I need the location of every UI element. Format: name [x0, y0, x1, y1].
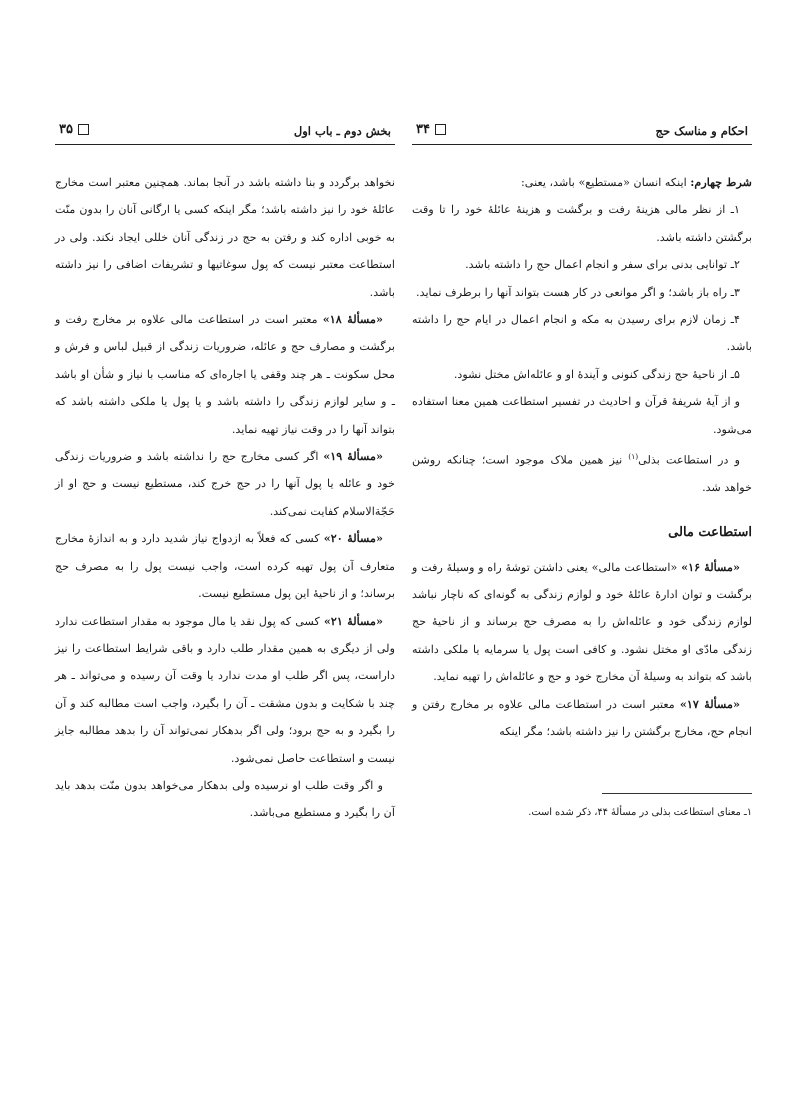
masale-16: «مسألهٔ ۱۶» «استطاعت مالی» یعنی داشتن توشهٔ راه و وسیلهٔ رفت و برگشت و توان ادارهٔ عائلهٔ خود و لوازم زندگی به گونه‌ای که ناچار نباشد لوازم زندگی خود و عائله‌اش را به مصرف حج برساند و از ناحیهٔ حج زندگی مادّی او مختل نشود. و کافی است پول یا سرمایه یا ملکی داشته باشد که بتواند به وسیلهٔ آن مخارج خود و حج و عائله‌اش را تهیه نماید. — [412, 559, 752, 684]
right-page-number-group — [416, 122, 446, 137]
left-header-title: بخش دوم ـ باب اول — [293, 124, 391, 138]
right-page-number: ۳۴ — [416, 122, 430, 137]
paragraph: و اگر وقت طلب او نرسیده ولی بدهکار می‌خواهد بدون منّت بدهد باید آن را بگیرد و مستطیع می‌باشد. — [55, 778, 395, 820]
left-page-number: ۳۵ — [59, 122, 73, 137]
section-title: استطاعت مالی — [668, 524, 752, 540]
right-page-body — [412, 169, 752, 822]
masale-label: «مسألهٔ ۱۶» — [681, 559, 740, 574]
masale-20: «مسألهٔ ۲۰» کسی که فعلاً به ازدواج نیاز شدید دارد و به اندازهٔ مخارج متعارف آن پول تهیه کرده است، واجب نیست پول را به مصرف حج برساند؛ و از ناحیهٔ این پول مستطیع نیست. — [55, 531, 395, 601]
condition-intro: شرط چهارم: اینکه انسان «مستطیع» باشد، یعنی: — [520, 175, 752, 189]
right-header-title: احکام و مناسک حج — [655, 124, 748, 138]
square-icon — [435, 124, 446, 135]
masale-19: «مسألهٔ ۱۹» اگر کسی مخارج حج را نداشته باشد و ضروریات زندگی خود و عائله یا پول آنها را در حج خرج کند، مستطیع نیست و حج او از حَجّةالاسلام کفایت نمی‌کند. — [55, 449, 395, 518]
footnote: ۱ـ معنای استطاعت بذلی در مسألهٔ ۴۴، ذکر شده است. — [528, 807, 752, 819]
masale-label: «مسألهٔ ۱۷» — [679, 696, 740, 711]
footnote-divider — [602, 793, 752, 794]
masale-18: «مسألهٔ ۱۸» معتبر است در استطاعت مالی علاوه بر مخارج رفت و برگشت و مصارف حج و عائله، ضروریات زندگی از قبیل لباس و فرش و محل سکونت ـ هر چند وقفی یا اجاره‌ای که مناسب با نیاز و شأن او باشد ـ و سایر لوازم زندگی را داشته باشد و یا پول یا ملکی داشته باشد که بتواند آنها را در وقت نیاز تهیه نماید. — [55, 312, 395, 436]
masale-label: «مسألهٔ ۱۸» — [322, 312, 383, 327]
masale-label: «مسألهٔ ۲۰» — [323, 531, 383, 546]
list-item: ۲ـ توانایی بدنی برای سفر و انجام اعمال حج را داشته باشد. — [465, 258, 740, 272]
footnote-ref: (۱) — [628, 452, 639, 462]
masale-21: «مسألهٔ ۲۱» کسی که پول نقد یا مال موجود به مقدار استطاعت ندارد ولی از دیگری به همین مقدار طلب دارد و باقی شرایط استطاعت را نیز داراست، پس اگر طلب او مدت ندارد یا وقت آن رسیده و می‌تواند ـ هر چند با شکایت و بدون مشقت ـ آن را بگیرد، واجب است مطالبه کند و آن را بگیرد و به حج برود؛ ولی اگر بدهکار نمی‌تواند آن را بدهد مطالبه جایز نیست و استطاعت حاصل نمی‌شود. — [55, 613, 395, 765]
list-item: ۴ـ زمان لازم برای رسیدن به مکه و انجام اعمال در ایام حج را داشته باشد. — [412, 313, 752, 354]
list-item: ۱ـ از نظر مالی هزینهٔ رفت و برگشت و هزینهٔ عائلهٔ خود را تا وقت برگشتن داشته باشد. — [412, 203, 752, 244]
square-icon — [78, 124, 89, 135]
list-item: ۳ـ راه باز باشد؛ و اگر موانعی در کار هست بتواند آنها را برطرف نماید. — [416, 285, 740, 299]
masale-17: «مسألهٔ ۱۷» معتبر است در استطاعت مالی علاوه بر مخارج رفتن و انجام حج، مخارج برگشتن را نیز داشته باشد؛ مگر اینکه — [412, 696, 752, 739]
paragraph: نخواهد برگردد و بنا داشته باشد در آنجا بماند. همچنین معتبر است مخارج عائلهٔ خود را نیز داشته باشد؛ مگر اینکه کسی یا ارگانی آنان را بدون منّت به خوبی اداره کند و رفتن به حج در زندگی آنان خللی ایجاد نکند. ولی در استطاعت معتبر نیست که پول سوغاتیها و تشریفات اضافی را نیز داشته باشد. — [55, 176, 395, 299]
condition-label: شرط چهارم: — [690, 175, 752, 189]
left-page-header — [55, 118, 395, 145]
left-page-body — [55, 169, 395, 827]
paragraph: و از آیهٔ شریفهٔ قرآن و احادیث در تفسیر استطاعت همین معنا استفاده می‌شود. — [412, 395, 752, 436]
masale-label: «مسألهٔ ۲۱» — [323, 613, 383, 628]
left-page — [55, 118, 395, 1018]
masale-label: «مسألهٔ ۱۹» — [323, 449, 384, 464]
left-page-number-group — [59, 122, 89, 137]
right-page — [412, 118, 752, 1018]
paragraph: و در استطاعت بذلی$^{(۱)}$ نیز همین ملاک موجود است؛ چنانکه روشن خواهد شد. — [412, 452, 752, 495]
right-page-header — [412, 118, 752, 145]
list-item: ۵ـ از ناحیهٔ حج زندگی کنونی و آیندهٔ او و عائله‌اش مختل نشود. — [453, 367, 740, 381]
